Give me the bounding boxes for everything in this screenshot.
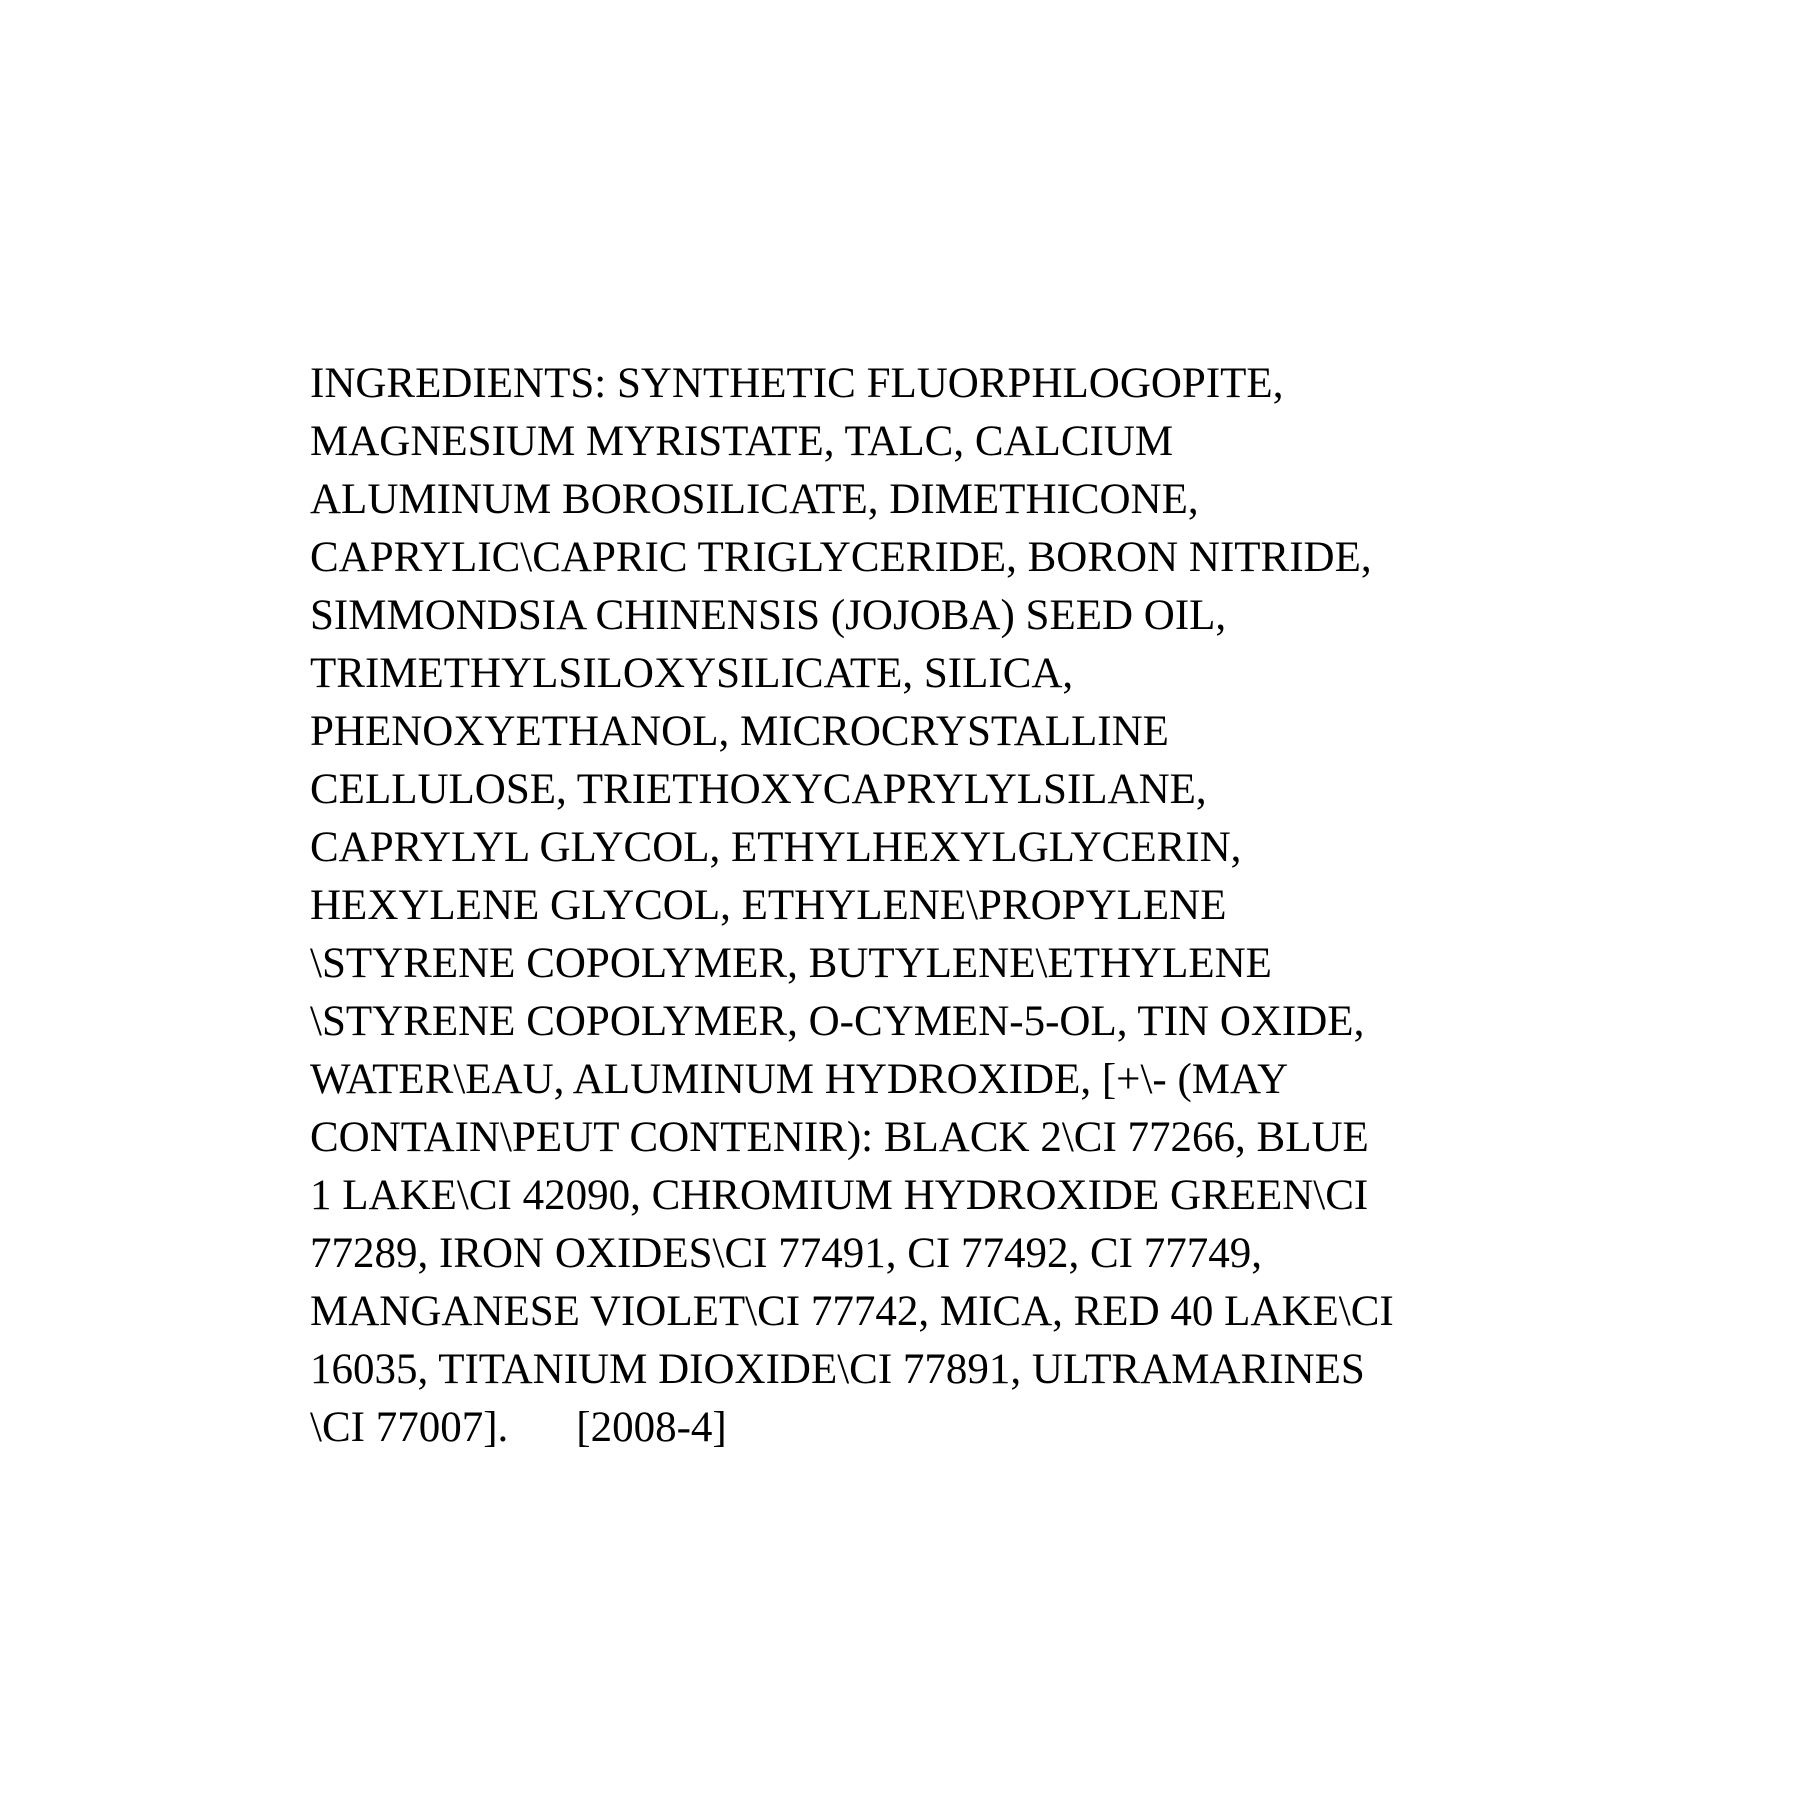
ingredients-label — [310, 355, 1610, 1457]
ingredients-line: \STYRENE COPOLYMER, BUTYLENE\ETHYLENE — [310, 940, 1272, 987]
ingredients-line: HEXYLENE GLYCOL, ETHYLENE\PROPYLENE — [310, 882, 1227, 929]
ingredients-line: ALUMINUM BOROSILICATE, DIMETHICONE, — [310, 476, 1199, 523]
ingredients-line: PHENOXYETHANOL, MICROCRYSTALLINE — [310, 708, 1169, 755]
ingredients-final-text: \CI 77007]. — [310, 1404, 509, 1451]
formula-code: [2008-4] — [576, 1404, 727, 1451]
ingredients-line: 1 LAKE\CI 42090, CHROMIUM HYDROXIDE GREEN\CI — [310, 1172, 1369, 1219]
ingredients-line: TRIMETHYLSILOXYSILICATE, SILICA, — [310, 650, 1074, 697]
ingredients-line: CAPRYLYL GLYCOL, ETHYLHEXYLGLYCERIN, — [310, 824, 1242, 871]
ingredients-line: CELLULOSE, TRIETHOXYCAPRYLYLSILANE, — [310, 766, 1207, 813]
ingredients-final-line — [310, 1399, 1610, 1457]
ingredients-line: \STYRENE COPOLYMER, O-CYMEN-5-OL, TIN OXIDE, — [310, 998, 1365, 1045]
ingredients-line: 77289, IRON OXIDES\CI 77491, CI 77492, CI 77749, — [310, 1230, 1262, 1277]
ingredients-line: CAPRYLIC\CAPRIC TRIGLYCERIDE, BORON NITRIDE, — [310, 534, 1372, 581]
ingredients-line: 16035, TITANIUM DIOXIDE\CI 77891, ULTRAMARINES — [310, 1346, 1365, 1393]
ingredients-line: CONTAIN\PEUT CONTENIR): BLACK 2\CI 77266, BLUE — [310, 1114, 1369, 1161]
ingredients-line: SIMMONDSIA CHINENSIS (JOJOBA) SEED OIL, — [310, 592, 1227, 639]
ingredients-line: MAGNESIUM MYRISTATE, TALC, CALCIUM — [310, 418, 1174, 465]
ingredients-line: WATER\EAU, ALUMINUM HYDROXIDE, [+\- (MAY — [310, 1056, 1289, 1103]
ingredients-line: INGREDIENTS: SYNTHETIC FLUORPHLOGOPITE, — [310, 360, 1284, 407]
ingredients-line: MANGANESE VIOLET\CI 77742, MICA, RED 40 LAKE\CI — [310, 1288, 1394, 1335]
